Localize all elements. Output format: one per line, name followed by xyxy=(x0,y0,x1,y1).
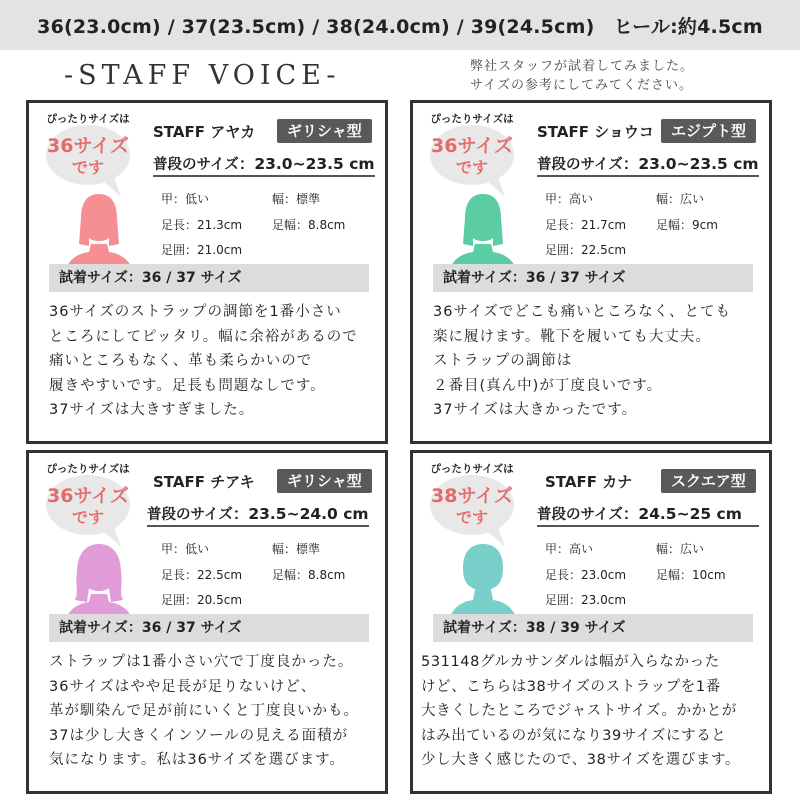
instep-stat: 甲：低い xyxy=(161,542,210,556)
staff-name: STAFF アヤカ xyxy=(153,123,256,141)
bubble-label: ぴったりサイズは xyxy=(430,463,514,475)
comment-line: 痛いところもなく、革も柔らかいので xyxy=(49,353,313,369)
comment-line: ストラップの調節は xyxy=(433,353,573,369)
fit-size-bubble xyxy=(421,461,523,535)
fit-size: 36サイズ xyxy=(431,135,513,157)
comment-line: 少し大きく感じたので、38サイズを選びます。 xyxy=(421,752,741,768)
staff-card-ayaka xyxy=(26,100,388,444)
bubble-suffix: です xyxy=(71,508,104,527)
instep-stat: 甲：高い xyxy=(545,542,594,556)
length-stat: 足長：23.0cm xyxy=(545,568,627,582)
comment-line: 37は少し大きくインソールの見える面積が xyxy=(49,727,349,744)
length-stat: 足長：22.5cm xyxy=(161,568,243,582)
comment-line: ストラップは1番小さい穴で丁度良かった。 xyxy=(49,654,354,670)
trial-size-bar: 試着サイズ：36 / 37 サイズ xyxy=(49,614,369,642)
bubble-label: ぴったりサイズは xyxy=(430,113,514,125)
trial-size-bar: 試着サイズ：36 / 37 サイズ xyxy=(49,264,369,292)
foot-type-badge: エジプト型 xyxy=(661,119,756,143)
staff-comment xyxy=(433,300,769,423)
staff-name: STAFF ショウコ xyxy=(537,123,654,141)
usual-size-label: 普段のサイズ xyxy=(537,507,623,523)
size-info-bar xyxy=(0,0,800,50)
comment-line: ところにしてピッタリ。幅に余裕があるので xyxy=(49,328,358,345)
width-stat: 幅：広い xyxy=(656,192,705,206)
comment-line: ２番目(真ん中)が丁度良いです。 xyxy=(433,377,663,394)
comment-line: 36サイズはやや足長が足りないけど、 xyxy=(49,678,317,695)
comment-line: 37サイズは大きかったです。 xyxy=(433,402,638,418)
fit-size: 36サイズ xyxy=(47,135,129,157)
length-stat: 足長：21.7cm xyxy=(545,218,627,232)
staff-card-kana xyxy=(410,450,772,794)
foot-width-stat: 足幅：9cm xyxy=(656,218,718,232)
foot-width-stat: 足幅：8.8cm xyxy=(272,218,346,232)
staff-comment xyxy=(49,300,385,423)
size-heel-info: 36(23.0cm) / 37(23.5cm) / 38(24.0cm) / 39(24.5cm) ヒール:約4.5cm xyxy=(37,15,763,38)
foot-type-badge: ギリシャ型 xyxy=(277,119,372,143)
usual-size xyxy=(537,153,759,177)
width-stat: 幅：標準 xyxy=(272,542,321,556)
usual-size-label: 普段のサイズ xyxy=(537,157,623,173)
staff-name: STAFF チアキ xyxy=(153,473,255,491)
fit-size-bubble xyxy=(37,461,139,535)
fit-size-bubble xyxy=(421,111,523,185)
instep-stat: 甲：高い xyxy=(545,192,594,206)
note-line: サイズの参考にしてみてください。 xyxy=(470,78,693,93)
usual-size-label: 普段のサイズ xyxy=(153,157,239,173)
fit-size: 36サイズ xyxy=(47,485,129,507)
trial-size-bar: 試着サイズ：36 / 37 サイズ xyxy=(433,264,753,292)
foot-width-stat: 足幅：8.8cm xyxy=(272,568,346,582)
comment-line: 革が馴染んで足が前にいくと丁度良いかも。 xyxy=(49,703,359,719)
foot-type-badge: スクエア型 xyxy=(661,469,756,493)
usual-size xyxy=(153,153,375,177)
staff-comment xyxy=(49,650,385,773)
staff-card-chiaki xyxy=(26,450,388,794)
foot-type-badge: ギリシャ型 xyxy=(277,469,372,493)
comment-line: 36サイズでどこも痛いところなく、とても xyxy=(433,304,731,320)
fit-size-bubble xyxy=(37,111,139,185)
comment-line: 36サイズのストラップの調節を1番小さい xyxy=(49,304,342,320)
foot-width-stat: 足幅：10cm xyxy=(656,568,726,582)
bubble-label: ぴったりサイズは xyxy=(46,113,130,125)
trial-note xyxy=(470,57,770,95)
usual-size xyxy=(537,503,759,527)
comment-line: 531148グルカサンダルは幅が入らなかった xyxy=(421,654,720,670)
comment-line: 37サイズは大きすぎました。 xyxy=(49,402,255,418)
bubble-suffix: です xyxy=(455,508,488,527)
bubble-suffix: です xyxy=(71,158,104,177)
girth-stat: 足囲：20.5cm xyxy=(161,593,243,607)
usual-size-value: ：23.5~24.0 cm xyxy=(232,505,369,523)
staff-name: STAFF カナ xyxy=(545,473,633,491)
staff-card-shouko xyxy=(410,100,772,444)
usual-size xyxy=(147,503,369,527)
comment-line: はみ出ているのが気になり39サイズにすると xyxy=(421,727,727,744)
note-line: 弊社スタッフが試着してみました。 xyxy=(470,59,695,74)
width-stat: 幅：標準 xyxy=(272,192,321,206)
comment-line: 楽に履けます。靴下を履いても大丈夫。 xyxy=(433,328,711,345)
bubble-label: ぴったりサイズは xyxy=(46,463,130,475)
girth-stat: 足囲：21.0cm xyxy=(161,243,243,257)
usual-size-label: 普段のサイズ xyxy=(147,507,233,523)
staff-comment xyxy=(421,650,757,773)
instep-stat: 甲：低い xyxy=(161,192,210,206)
bubble-suffix: です xyxy=(455,158,488,177)
usual-size-value: ：23.0~23.5 cm xyxy=(238,155,375,173)
usual-size-value: ：23.0~23.5 cm xyxy=(622,155,759,173)
girth-stat: 足囲：22.5cm xyxy=(545,243,627,257)
comment-line: 履きやすいです。足長も問題なしです。 xyxy=(49,377,326,394)
trial-size-bar: 試着サイズ：38 / 39 サイズ xyxy=(433,614,753,642)
length-stat: 足長：21.3cm xyxy=(161,218,243,232)
usual-size-value: ：24.5~25 cm xyxy=(622,505,742,523)
comment-line: 気になります。私は36サイズを選びます。 xyxy=(49,752,345,768)
width-stat: 幅：広い xyxy=(656,542,705,556)
girth-stat: 足囲：23.0cm xyxy=(545,593,627,607)
comment-line: 大きくしたところでジャストサイズ。かかとが xyxy=(421,703,737,719)
staff-voice-heading: -STAFF VOICE- xyxy=(64,60,341,91)
comment-line: けど、こちらは38サイズのストラップを1番 xyxy=(421,678,721,695)
fit-size: 38サイズ xyxy=(431,485,513,507)
